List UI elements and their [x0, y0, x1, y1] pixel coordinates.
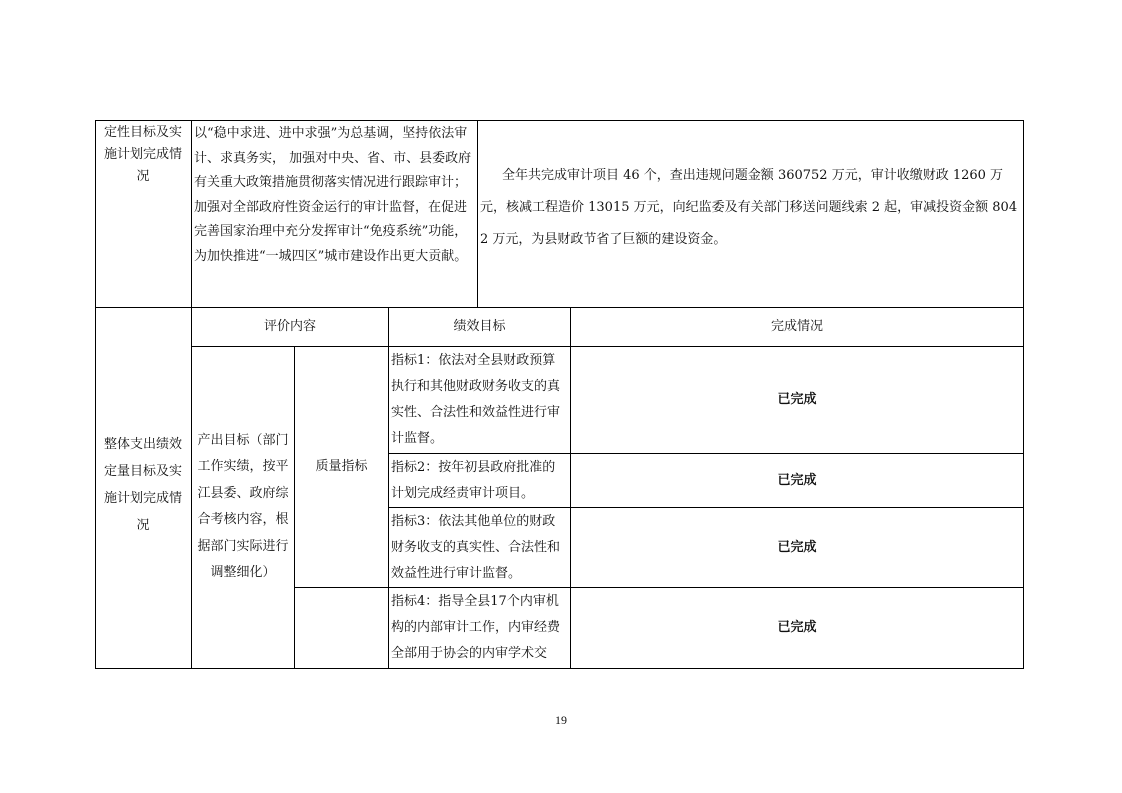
header-completion: 完成情况	[770, 319, 823, 334]
header-eval-content: 评价内容	[263, 319, 316, 334]
indicator-2-text: 指标2：按年初县政府批准的计划完成经责审计项目。	[391, 460, 556, 501]
quality-indicator-label: 质量指标	[315, 459, 368, 474]
qualitative-target-text: 以“稳中求进、进中求强”为总基调，坚持依法审计、求真务实， 加强对中央、省、市、县委政府有关重大政策措施贯彻落实情况进行跟踪审计；加强对全部政府性资金运行的审计监督，在促进完善国家治理中充分发挥审计“免疫系统”功能，为加快推进“一城四区”城市建设作出更大贡献。	[194, 126, 472, 264]
qualitative-completion-text: 全年共完成审计项目 46 个，查出违规问题金额 360752 万元，审计收缴财政 1260 万元，核减工程造价 13015 万元，向纪监委及有关部门移送问题线索 2 起，审减投资金额 8042 万元，为县财政节省了巨额的建设资金。	[480, 168, 1018, 247]
indicator-3-status: 已完成	[777, 539, 817, 555]
output-target-label: 产出目标（部门工作实绩，按平江县委、政府综合考核内容，根据部门实际进行调整细化）	[197, 432, 289, 580]
indicator-1-status: 已完成	[777, 392, 817, 407]
quantitative-target-label: 整体支出绩效定量目标及实施计划完成情况	[104, 437, 183, 533]
qualitative-target-label: 定性目标及实施计划完成情况	[103, 125, 182, 184]
indicator-4-text: 指标4：指导全县17个内审机构的内部审计工作，内审经费全部用于协会的内审学术交	[391, 594, 561, 661]
indicator-2-status: 已完成	[777, 472, 817, 488]
indicator-4-status: 已完成	[777, 620, 817, 635]
indicator-3-text: 指标3：依法其他单位的财政财务收支的真实性、合法性和效益性进行审计监督。	[391, 514, 561, 581]
indicator-1-text: 指标1：依法对全县财政预算执行和其他财政财务收支的真实性、合法性和效益性进行审计监督。	[391, 353, 561, 446]
page-number: 19	[555, 713, 567, 727]
header-perf-target: 绩效目标	[453, 319, 506, 334]
